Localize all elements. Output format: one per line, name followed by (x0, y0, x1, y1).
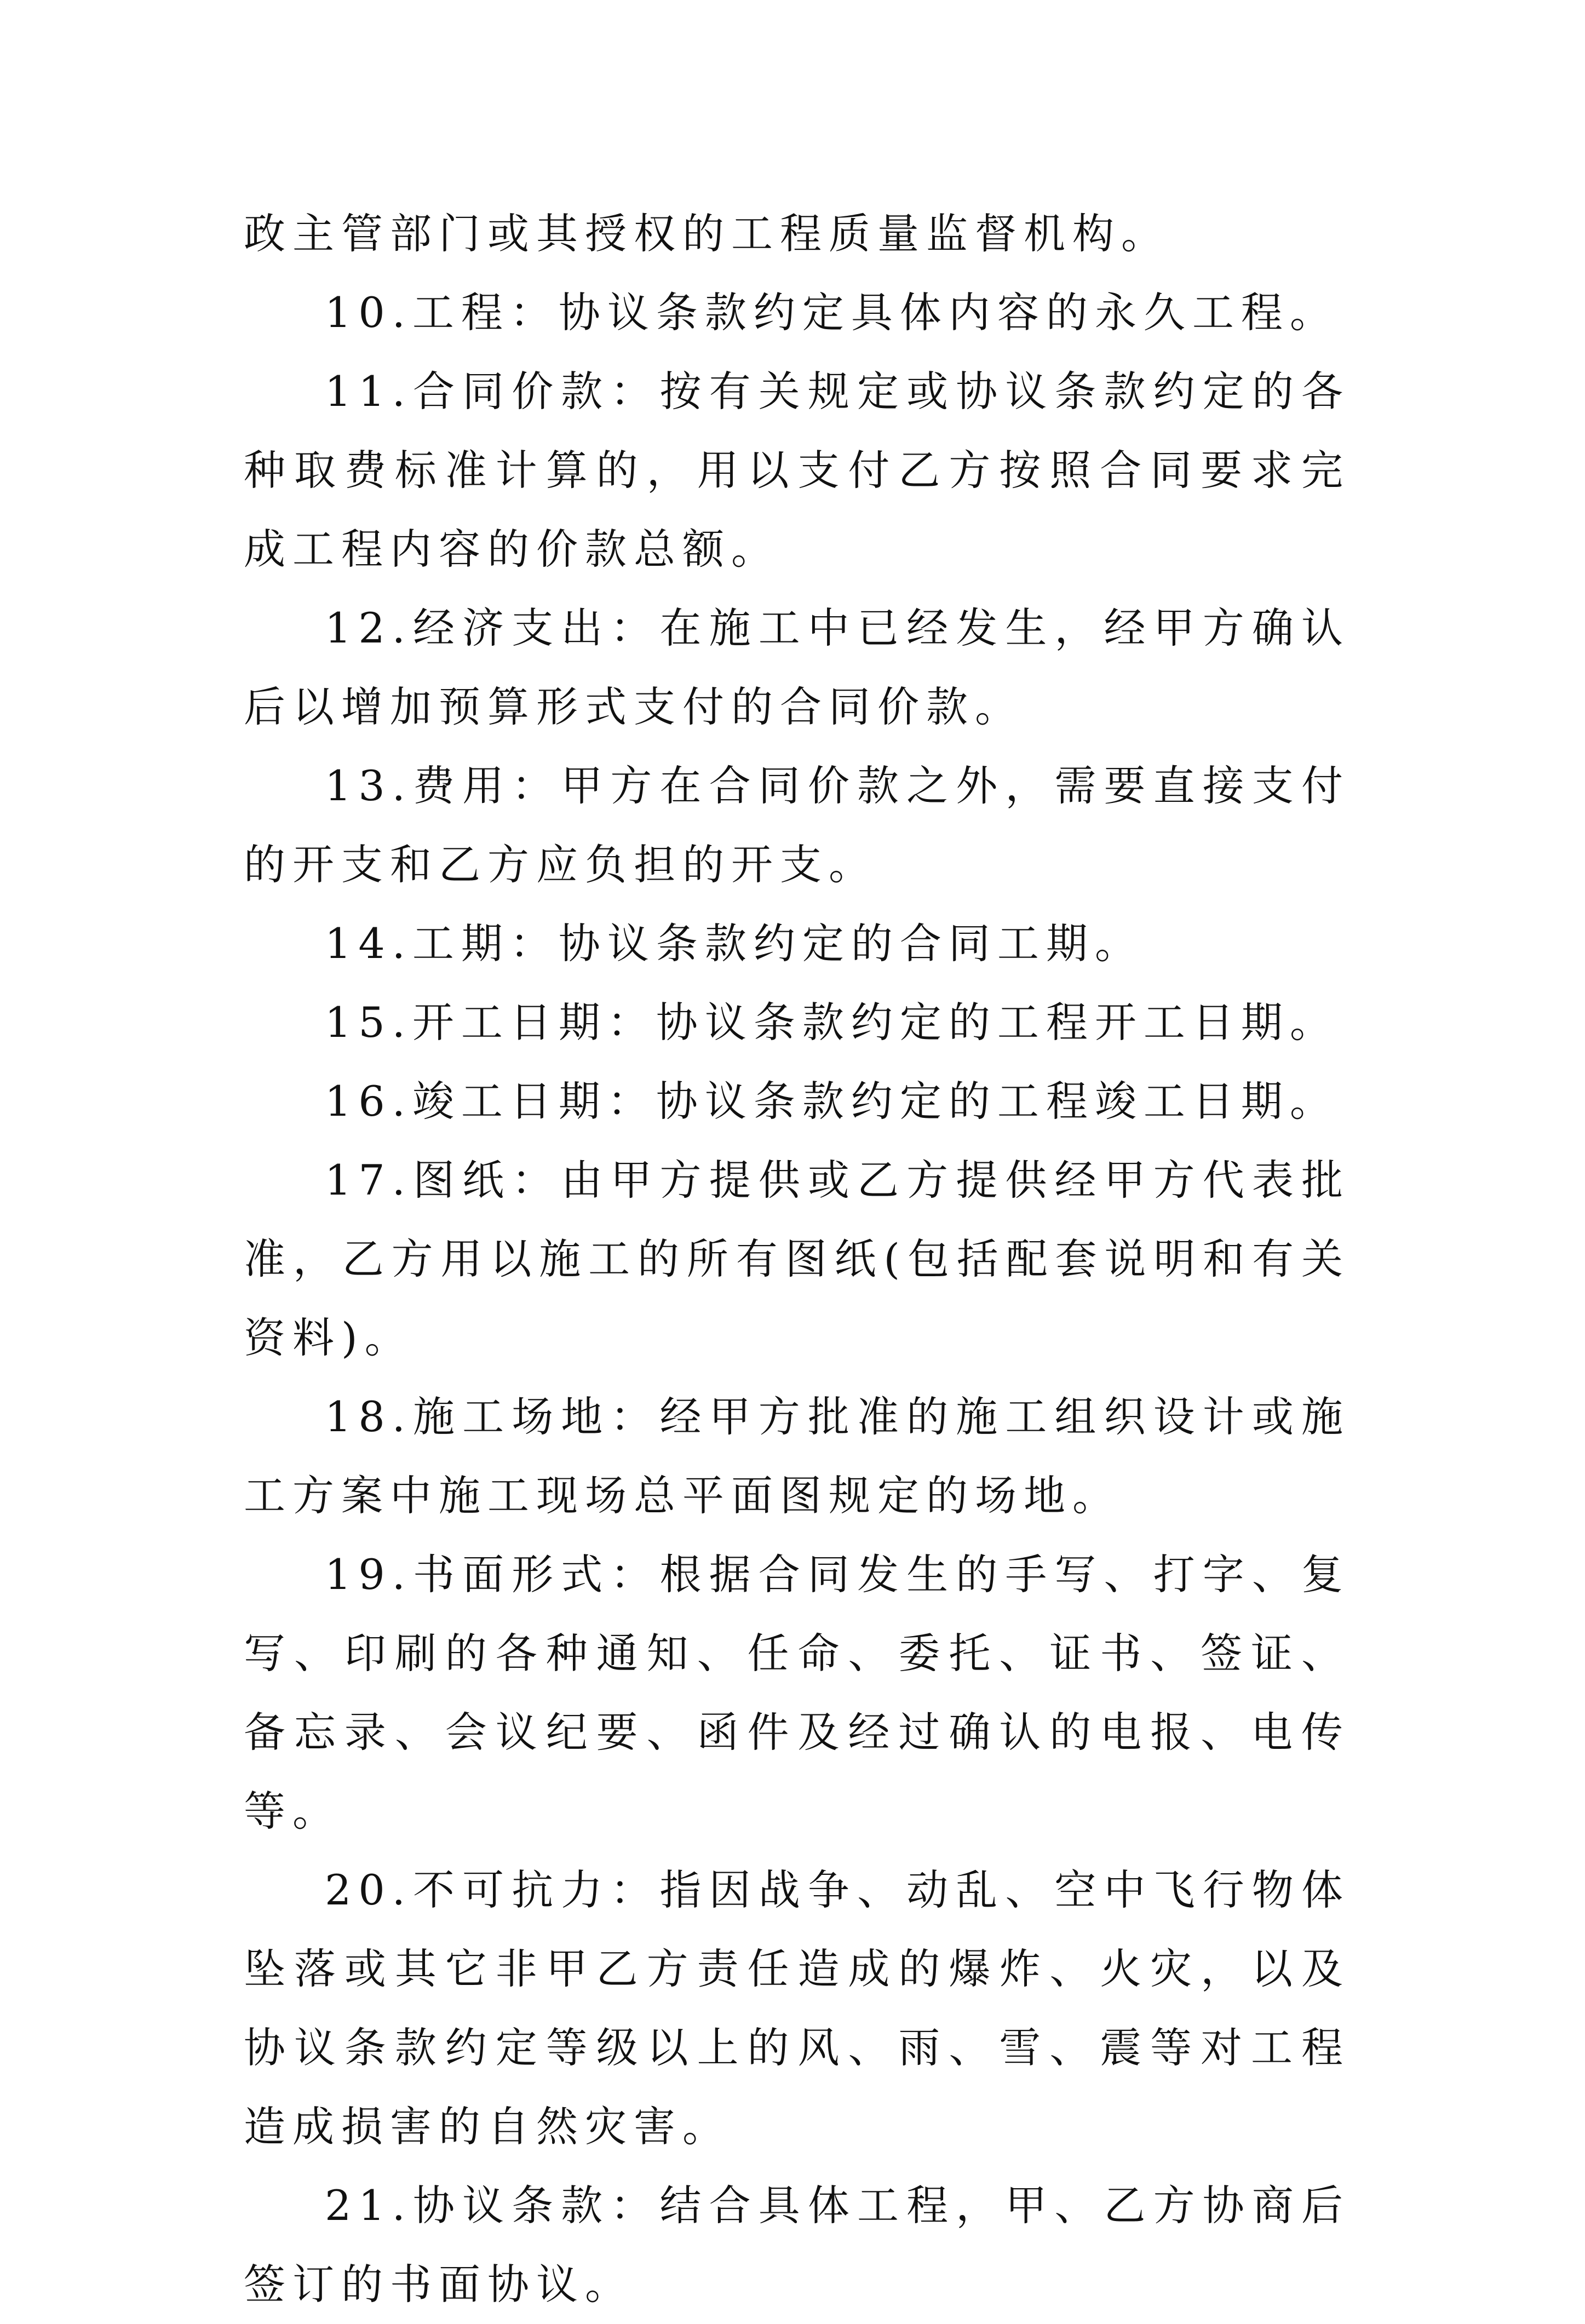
paragraph-item-10: 10.工程：协议条款约定具体内容的永久工程。 (325, 288, 1339, 337)
paragraph-item-19: 19.书面形式：根据合同发生的手写、打字、复写、印刷的各种通知、任命、委托、证书、签证、备忘录、会议纪要、函件及经过确认的电报、电传等。 (244, 1550, 1350, 1835)
paragraph-item-15: 15.开工日期：协议条款约定的工程开工日期。 (325, 998, 1339, 1047)
paragraph-item-20: 20.不可抗力：指因战争、动乱、空中飞行物体坠落或其它非甲乙方责任造成的爆炸、火灾，以及协议条款约定等级以上的风、雨、雪、震等对工程造成损害的自然灾害。 (244, 1866, 1350, 2151)
paragraph-item-13: 13.费用：甲方在合同价款之外，需要直接支付的开支和乙方应负担的开支。 (244, 761, 1350, 889)
paragraph-item-14: 14.工期：协议条款约定的合同工期。 (325, 919, 1144, 968)
paragraph-continuation: 政主管部门或其授权的工程质量监督机构。 (244, 209, 1170, 258)
document-body (244, 194, 1350, 2324)
paragraph-item-17: 17.图纸：由甲方提供或乙方提供经甲方代表批准，乙方用以施工的所有图纸(包括配套说明和有关资料)。 (244, 1156, 1350, 1362)
paragraph-item-18: 18.施工场地：经甲方批准的施工组织设计或施工方案中施工现场总平面图规定的场地。 (244, 1392, 1350, 1520)
paragraph-item-11: 11.合同价款：按有关规定或协议条款约定的各种取费标准计算的，用以支付乙方按照合同要求完成工程内容的价款总额。 (244, 367, 1350, 573)
paragraph-item-21: 21.协议条款：结合具体工程，甲、乙方协商后签订的书面协议。 (244, 2181, 1350, 2309)
paragraph-item-12: 12.经济支出：在施工中已经发生，经甲方确认后以增加预算形式支付的合同价款。 (244, 604, 1350, 731)
paragraph-item-16: 16.竣工日期：协议条款约定的工程竣工日期。 (325, 1077, 1339, 1126)
